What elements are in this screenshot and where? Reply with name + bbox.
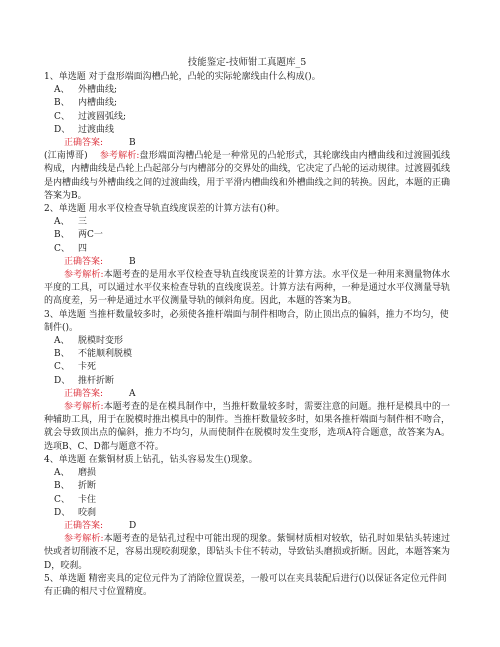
correct-answer [44, 388, 450, 401]
answer-label: 正确答案: [64, 256, 104, 267]
document-title: 技能鉴定-技师钳工真题库_5 [187, 57, 307, 68]
answer-value: B [129, 256, 136, 267]
option-c: C、 卡死 [54, 362, 97, 373]
explanation [44, 269, 450, 309]
option-a: A、 磨损 [54, 468, 97, 479]
option-d: D、 推杆折断 [54, 375, 115, 386]
explanation-text: 本题考查的是在模具制作中，当推杆数量较多时，需要注意的问题。推杆是模具中的一种辅助工具，用于在脱模时推出模具中的制件。当推杆数量较多时，如果各推杆端面与制件相不吻合，就会导致顶出点的偏斜，推力不均匀，从而使制件在脱模时发生变形，选项A符合题意，故答案为A。选项B、C、D都与题意不符。 [44, 402, 450, 452]
answer-label: 正确答案: [64, 520, 104, 531]
option-b: B、 不能顺利脱模 [54, 349, 133, 360]
explanation [44, 401, 450, 454]
explanation-label: 参考解析: [64, 402, 104, 413]
answer-value: A [129, 388, 136, 399]
correct-answer [44, 137, 450, 150]
explanation [44, 533, 450, 573]
option-d: D、 咬刹 [54, 507, 97, 518]
answer-label: 正确答案: [64, 388, 104, 399]
question-stem: 4、单选题 在紫铜材质上钻孔，钻头容易发生()现象。 [44, 454, 258, 465]
option-a: A、 外槽曲线; [54, 85, 118, 96]
explanation-text: 本题考查的是用水平仪检查导轨直线度误差的计算方法。水平仪是一种用来测量物体水平度的工具，可以通过水平仪来检查导轨的直线度误差。计算方法有两种，一种是通过水平仪测量导轨的高度差，另一种是通过水平仪测量导轨的倾斜角度。因此，本题的答案为B。 [44, 270, 450, 307]
option-b: B、 两C一 [54, 230, 103, 241]
question-stem: 5、单选题 精密夹具的定位元件为了消除位置误差，一般可以在夹具装配后进行()以保证各定位元件间有正确的相尺寸位置精度。 [44, 573, 447, 597]
question-2 [44, 203, 450, 309]
option-c: C、 四 [54, 243, 88, 254]
source-note: (江南博哥) [44, 151, 88, 162]
option-d: D、 过渡曲线 [54, 124, 115, 135]
question-stem: 2、单选题 用水平仪检查导轨直线度误差的计算方法有()种。 [44, 204, 285, 215]
explanation-label: 参考解析: [64, 270, 104, 281]
explanation [44, 150, 450, 203]
question-5 [44, 573, 450, 599]
explanation-label: 参考解析: [99, 151, 140, 162]
option-c: C、 卡住 [54, 494, 97, 505]
answer-value: D [129, 520, 137, 531]
option-b: B、 折断 [54, 481, 97, 492]
question-3 [44, 309, 450, 454]
answer-label: 正确答案: [64, 138, 104, 149]
answer-value: B [129, 138, 136, 149]
option-c: C、 过渡圆弧线; [54, 111, 127, 122]
explanation-text: 本题考查的是钻孔过程中可能出现的现象。紫铜材质相对较软，钻孔时如果钻头转速过快或者切削液不足，容易出现咬刹现象，即钻头卡住不转动，导致钻头磨损或折断。因此，本题答案为D，咬刹。 [44, 534, 450, 571]
option-b: B、 内槽曲线; [54, 98, 118, 109]
question-4 [44, 454, 450, 573]
option-a: A、 脱模时变形 [54, 336, 124, 347]
explanation-text: 盘形端面沟槽凸轮是一种常见的凸轮形式，其轮廓线由内槽曲线和过渡圆弧线构成，内槽曲线是凸轮上凸起部分与内槽部分的交界处的曲线，它决定了凸轮的运动规律。过渡圆弧线是内槽曲线与外槽曲线之间的过渡曲线，用于平滑内槽曲线和外槽曲线之间的转换。因此，本题的正确答案为B。 [44, 151, 450, 201]
option-a: A、 三 [54, 217, 88, 228]
question-stem: 1、单选题 对于盘形端面沟槽凸轮，凸轮的实际轮廓线由什么构成()。 [44, 72, 321, 82]
correct-answer [44, 256, 450, 269]
question-1 [44, 71, 450, 203]
question-stem: 3、单选题 当推杆数量较多时，必须使各推杆端面与制件相吻合，防止顶出点的偏斜，推力不均匀，使制件()。 [44, 309, 449, 333]
correct-answer [44, 520, 450, 533]
explanation-label: 参考解析: [64, 534, 104, 545]
